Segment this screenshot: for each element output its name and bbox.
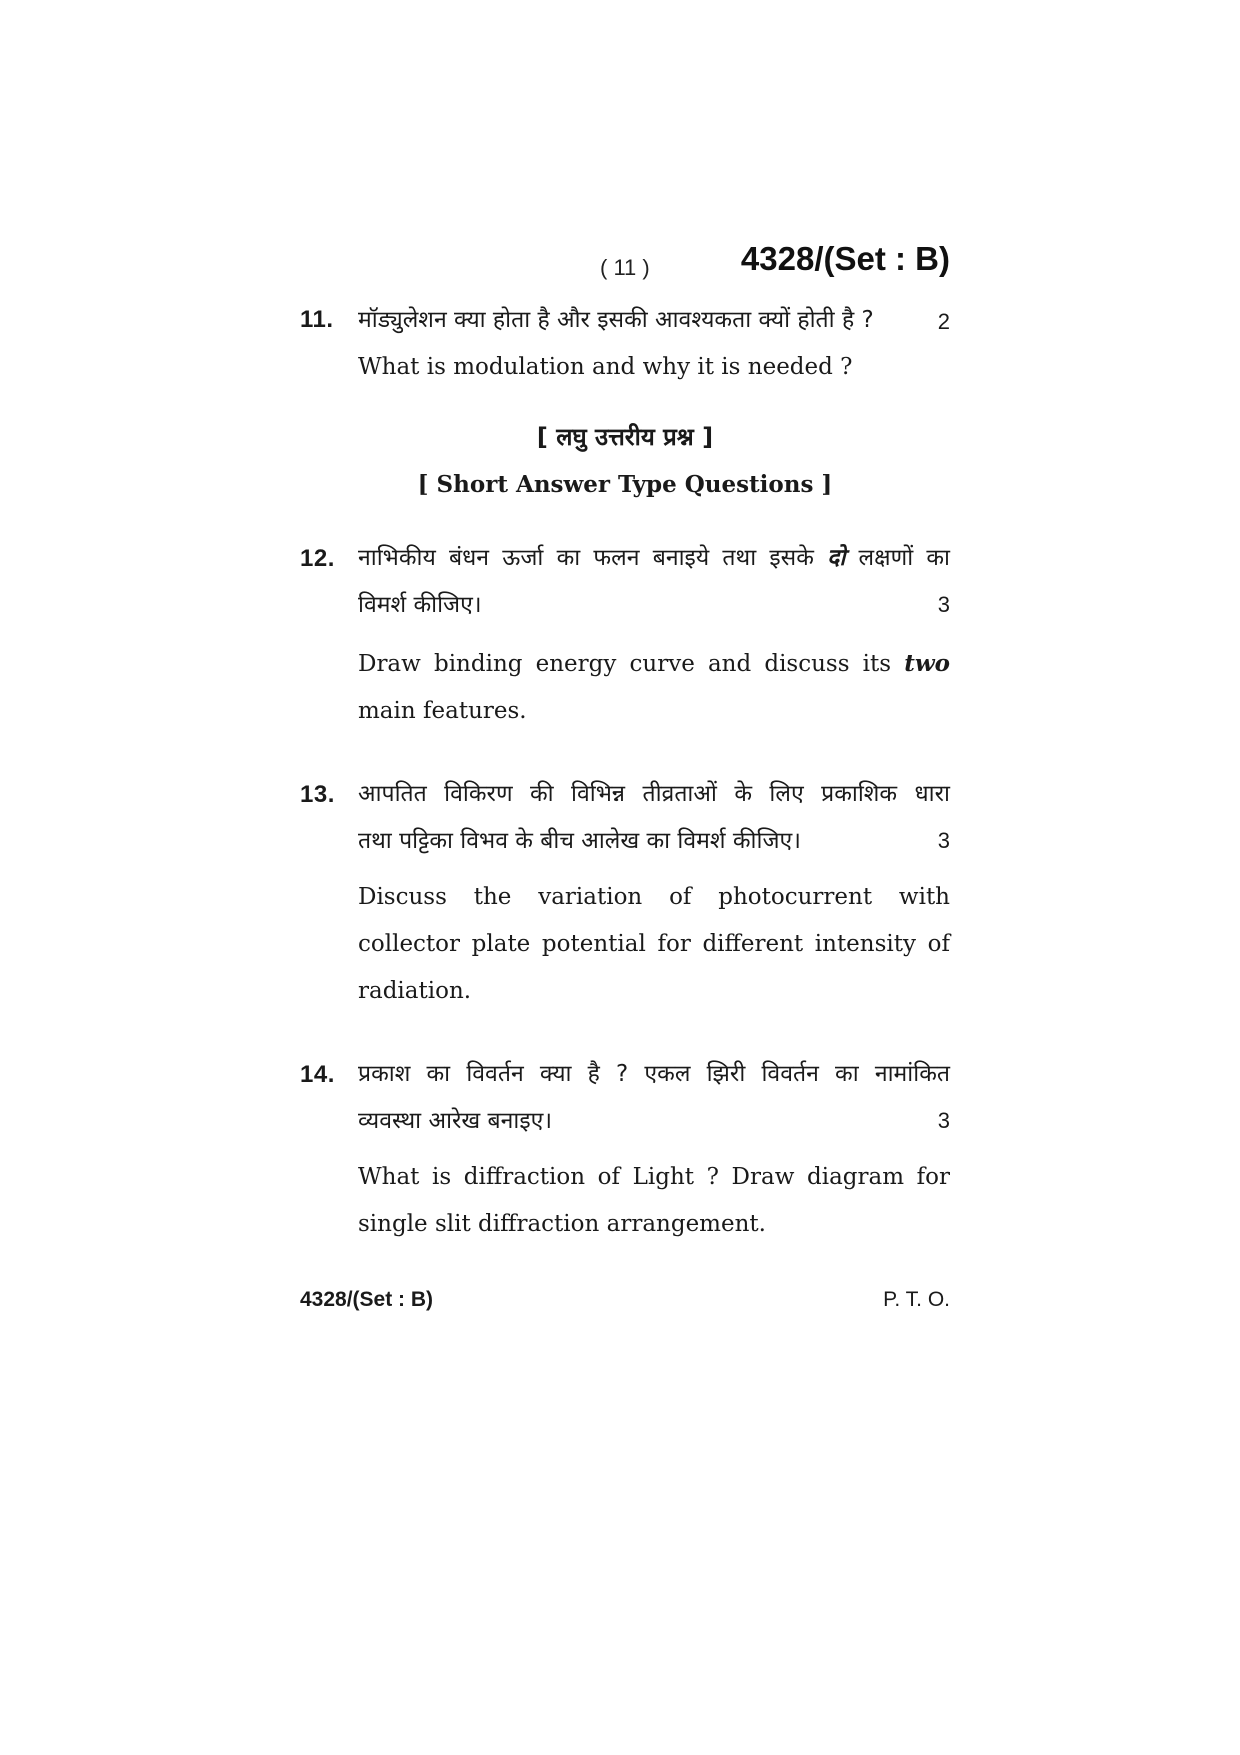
question-hindi-text: नाभिकीय बंधन ऊर्जा का फलन बनाइये तथा इसके	[358, 545, 814, 571]
section-heading	[300, 420, 950, 498]
question-hindi-line-1: आपतित विकिरण की विभिन्न तीव्रताओं के लिए प्रकाशिक धारा	[358, 781, 950, 807]
question-english: Discuss the variation of photocurrent with collector plate potential for different intensity of radiation.	[358, 884, 950, 1004]
question-hindi: मॉड्युलेशन क्या होता है और इसकी आवश्यकता क्यों होती है ?	[358, 307, 874, 333]
footer-paper-code: 4328/(Set : B)	[300, 1288, 434, 1311]
question-number: 13.	[300, 781, 335, 808]
section-heading-hindi: [ लघु उत्तरीय प्रश्न ]	[536, 423, 714, 451]
question-hindi-emphasis: दो	[827, 545, 846, 571]
section-heading-english: [ Short Answer Type Questions ]	[417, 471, 833, 498]
question-12	[300, 540, 950, 730]
question-14	[300, 1056, 950, 1256]
question-marks: 3	[937, 1108, 950, 1133]
question-marks: 2	[937, 309, 950, 334]
question-english-text-end: main features.	[358, 698, 527, 724]
question-marks: 3	[937, 828, 950, 853]
page-number: ( 11 )	[600, 255, 650, 280]
question-11	[300, 302, 950, 402]
paper-code: 4328/(Set : B)	[740, 240, 950, 277]
question-13	[300, 776, 950, 1016]
question-english-text: Draw binding energy curve and discuss its	[358, 651, 892, 677]
question-hindi-line-2: व्यवस्था आरेख बनाइए।	[358, 1108, 553, 1134]
question-english: What is diffraction of Light ? Draw diagram for single slit diffraction arrangement.	[358, 1164, 950, 1237]
question-number: 14.	[300, 1061, 335, 1088]
question-english	[358, 640, 950, 735]
question-hindi-line-1: प्रकाश का विवर्तन क्या है ? एकल झिरी विवर्तन का नामांकित	[358, 1061, 950, 1087]
question-number: 11.	[300, 306, 334, 333]
question-marks: 3	[937, 592, 950, 617]
question-hindi-line-1	[358, 540, 950, 572]
question-english-emphasis: two	[904, 650, 950, 677]
footer-pto: P. T. O.	[883, 1288, 950, 1311]
page-footer	[300, 1288, 950, 1318]
question-english: What is modulation and why it is needed ?	[358, 354, 853, 380]
question-hindi-text-end: लक्षणों का	[858, 545, 951, 571]
question-number: 12.	[300, 545, 335, 572]
page-header	[300, 240, 950, 290]
question-hindi-line-2: विमर्श कीजिए।	[358, 592, 482, 618]
question-hindi-line-2: तथा पट्टिका विभव के बीच आलेख का विमर्श कीजिए।	[358, 828, 801, 854]
